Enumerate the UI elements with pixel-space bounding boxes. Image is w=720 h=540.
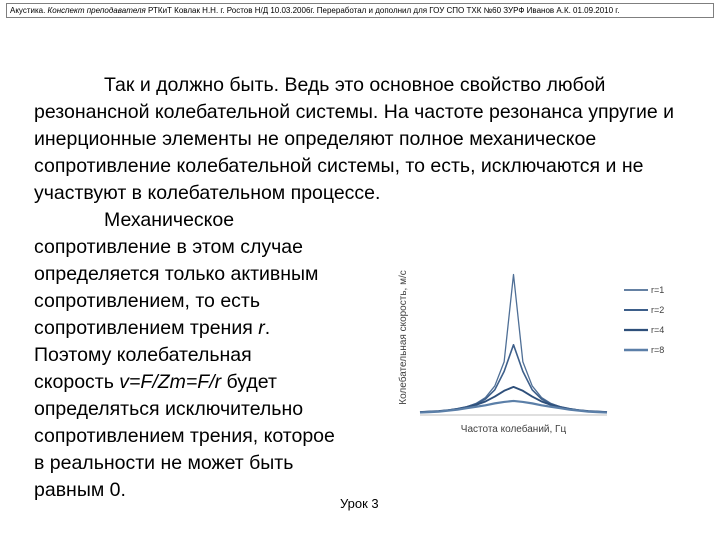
series-line-r=1: [420, 275, 607, 413]
y-axis-label: Колебательная скорость, м/с: [398, 270, 409, 405]
paragraph-2-line: Поэтому колебательная: [34, 344, 252, 366]
paragraph-2-line: в реальности не может быть: [34, 452, 294, 474]
velocity-formula: v=F/Zm=F/r: [119, 371, 222, 393]
header-doc-type: Конспект преподавателя: [47, 6, 146, 15]
paragraph-2-line: сопротивлением, то есть: [34, 290, 261, 312]
paragraph-2-line: сопротивлением трения r.: [34, 317, 271, 339]
paragraph-2-line: определяться исключительно: [34, 398, 304, 420]
paragraph-2-line: сопротивление в этом случае: [34, 236, 303, 258]
legend-label-r=1: r=1: [651, 285, 665, 295]
header-subject: Акустика.: [10, 6, 48, 15]
paragraph-2-line: Механическое: [104, 209, 235, 231]
paragraph-2-line: равным 0.: [34, 479, 126, 501]
paragraph-2-line: определяется только активным: [34, 263, 319, 285]
document-header: [6, 3, 714, 18]
header-authors: РТКиТ Ковлак Н.Н. г. Ростов Н/Д 10.03.2006г. Переработал и дополнил для ГОУ СПО ТХК №60 ЗУРФ Иванов А.К. 01.09.2010 г.: [145, 6, 620, 15]
legend-label-r=4: r=4: [651, 325, 665, 335]
paragraph-1-text: Так и должно быть. Ведь это основное свойство любой резонансной колебательной системы. На частоте резонанса упругие и инерционные элементы не определяют полное механическое сопротивление колебательной системы, то есть, исключаются и не участвуют в колебательном процессе.: [34, 74, 675, 204]
series-line-r=4: [420, 387, 607, 412]
paragraph-2-line: скорость v=F/Zm=F/r будет: [34, 371, 277, 393]
x-axis-label: Частота колебаний, Гц: [460, 424, 567, 435]
r-symbol: r: [258, 317, 265, 339]
lesson-label: Урок 3: [340, 496, 379, 511]
series-line-r=8: [420, 401, 607, 413]
paragraph-2: [34, 207, 384, 504]
legend-label-r=8: r=8: [651, 345, 665, 355]
paragraph-2-line: сопротивлением трения, которое: [34, 425, 335, 447]
resonance-chart: [392, 250, 692, 440]
legend-label-r=2: r=2: [651, 305, 665, 315]
paragraph-1: [34, 72, 694, 207]
